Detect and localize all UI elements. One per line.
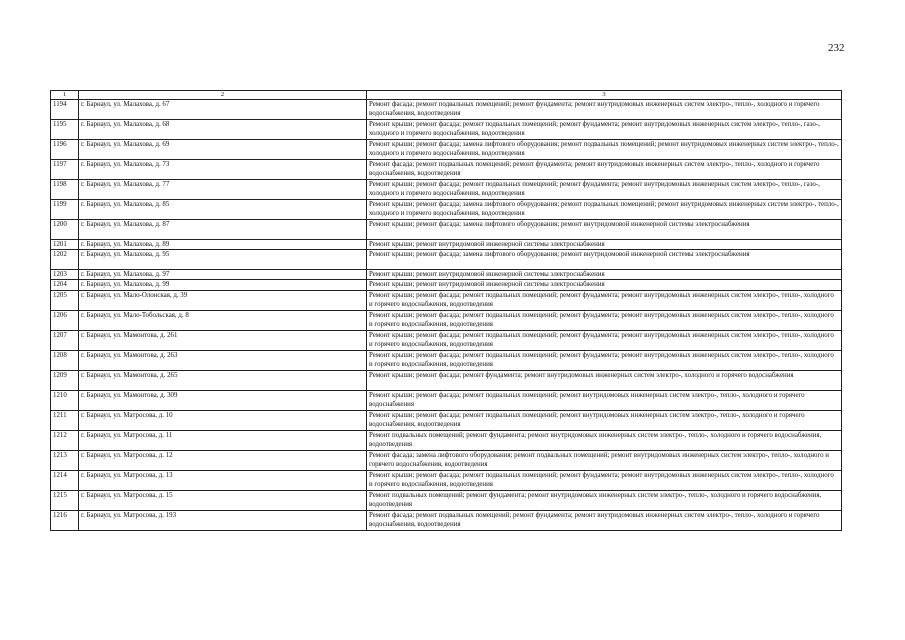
row-works: Ремонт подвальных помещений; ремонт фундамента; ремонт внутридомовых инженерных систем электро-, тепло-, холодного и горячего водоснабжения, водоотведения	[367, 430, 842, 450]
row-number: 1199	[51, 200, 79, 220]
row-works: Ремонт крыши; ремонт фасада; замена лифтового оборудования; ремонт внутридомовой инженерной системы электроснабжения	[367, 220, 842, 240]
row-works: Ремонт крыши; ремонт внутридомовой инженерной системы электроснабжения	[367, 280, 842, 290]
column-header-address: 2	[79, 91, 367, 100]
table-row	[51, 290, 842, 310]
row-address: г. Барнаул, ул. Малахова, д. 99	[79, 280, 367, 290]
row-number: 1208	[51, 350, 79, 370]
row-number: 1198	[51, 180, 79, 200]
table-row	[51, 370, 842, 390]
row-number: 1204	[51, 280, 79, 290]
row-works: Ремонт крыши; ремонт внутридомовой инженерной системы электроснабжения	[367, 270, 842, 280]
row-number: 1201	[51, 240, 79, 250]
row-works: Ремонт крыши; ремонт фасада; ремонт подвальных помещений; ремонт фундамента; ремонт внутридомовых инженерных систем электро-, тепло-, холодного и горячего водоснабжения, водоотведения	[367, 470, 842, 490]
row-address: г. Барнаул, ул. Малахова, д. 68	[79, 120, 367, 140]
row-number: 1197	[51, 160, 79, 180]
table-row	[51, 430, 842, 450]
row-works: Ремонт крыши; ремонт фасада; ремонт подвальных помещений; ремонт внутридомовых инженерных систем электро-, тепло-, холодного и горячего водоснабжения	[367, 390, 842, 410]
row-address: г. Барнаул, ул. Малахова, д. 77	[79, 180, 367, 200]
row-address: г. Барнаул, ул. Малахова, д. 73	[79, 160, 367, 180]
row-works: Ремонт крыши; ремонт фасада; ремонт подвальных помещений; ремонт фундамента; ремонт внутридомовых инженерных систем электро-, тепло-, холодного и горячего водоснабжения, водоотведения	[367, 350, 842, 370]
row-works: Ремонт фасада; ремонт подвальных помещений; ремонт фундамента; ремонт внутридомовых инженерных систем электро-, тепло-, холодного и горячего водоснабжения, водоотведения	[367, 100, 842, 120]
table-row	[51, 330, 842, 350]
row-address: г. Барнаул, ул. Матросова, д. 13	[79, 470, 367, 490]
row-address: г. Барнаул, ул. Малахова, д. 87	[79, 220, 367, 240]
row-address: г. Барнаул, ул. Матросова, д. 12	[79, 450, 367, 470]
row-works: Ремонт фасада; ремонт подвальных помещений; ремонт фундамента; ремонт внутридомовых инженерных систем электро-, тепло-, холодного и горячего водоснабжения, водоотведения	[367, 160, 842, 180]
table-row	[51, 200, 842, 220]
row-works: Ремонт крыши; ремонт фасада; замена лифтового оборудования; ремонт внутридомовой инженерной системы электроснабжения	[367, 250, 842, 270]
row-works: Ремонт фасада; ремонт подвальных помещений; ремонт фундамента; ремонт внутридомовых инженерных систем электро-, тепло-, холодного и горячего водоснабжения, водоотведения	[367, 510, 842, 530]
table-row	[51, 490, 842, 510]
table-row	[51, 220, 842, 240]
row-works: Ремонт фасада; замена лифтового оборудования; ремонт подвальных помещений; ремонт внутридомовых инженерных систем электро-, тепло-, холодного и горячего водоснабжения, водоотведения	[367, 450, 842, 470]
row-address: г. Барнаул, ул. Матросова, д. 10	[79, 410, 367, 430]
row-number: 1216	[51, 510, 79, 530]
table-row	[51, 470, 842, 490]
table-row	[51, 410, 842, 430]
table-row	[51, 450, 842, 470]
row-number: 1203	[51, 270, 79, 280]
table-row	[51, 510, 842, 530]
column-header-works: 3	[367, 91, 842, 100]
row-address: г. Барнаул, ул. Малахова, д. 89	[79, 240, 367, 250]
row-works: Ремонт крыши; ремонт фасада; ремонт подвальных помещений; ремонт фундамента; ремонт внутридомовых инженерных систем электро-, тепло-, холодного и горячего водоснабжения, водоотведения	[367, 290, 842, 310]
row-number: 1214	[51, 470, 79, 490]
row-works: Ремонт крыши; ремонт фасада; ремонт подвальных помещений; ремонт фундамента; ремонт внутридомовых инженерных систем электро-, тепло-, газо-, холодного и горячего водоснабжения, водоотведения	[367, 180, 842, 200]
table-header-row	[51, 91, 842, 100]
table-row	[51, 350, 842, 370]
row-number: 1210	[51, 390, 79, 410]
table-row	[51, 180, 842, 200]
table-row	[51, 100, 842, 120]
row-address: г. Барнаул, ул. Малахова, д. 67	[79, 100, 367, 120]
table-row	[51, 240, 842, 250]
row-works: Ремонт крыши; ремонт фасада; ремонт подвальных помещений; ремонт фундамента; ремонт внутридомовых инженерных систем электро-, тепло-, газо-, холодного и горячего водоснабжения, водоотведения	[367, 120, 842, 140]
row-works: Ремонт крыши; ремонт фасада; замена лифтового оборудования; ремонт подвальных помещений; ремонт внутридомовых инженерных систем электро-, тепло-, холодного и горячего водоснабжения, водоотведения	[367, 200, 842, 220]
row-number: 1206	[51, 310, 79, 330]
row-number: 1213	[51, 450, 79, 470]
table-row	[51, 120, 842, 140]
row-number: 1207	[51, 330, 79, 350]
row-address: г. Барнаул, ул. Мало-Олонская, д. 39	[79, 290, 367, 310]
table-row	[51, 250, 842, 270]
row-number: 1202	[51, 250, 79, 270]
table-row	[51, 310, 842, 330]
row-number: 1212	[51, 430, 79, 450]
row-address: г. Барнаул, ул. Мамонтова, д. 263	[79, 350, 367, 370]
row-works: Ремонт крыши; ремонт фасада; ремонт подвальных помещений; ремонт внутридомовых инженерных систем электро-, тепло-, холодного и горячего водоснабжения, водоотведения	[367, 410, 842, 430]
row-number: 1211	[51, 410, 79, 430]
row-address: г. Барнаул, ул. Мамонтова, д. 309	[79, 390, 367, 410]
table-row	[51, 280, 842, 290]
row-address: г. Барнаул, ул. Матросова, д. 193	[79, 510, 367, 530]
table-row	[51, 390, 842, 410]
row-number: 1205	[51, 290, 79, 310]
row-works: Ремонт подвальных помещений; ремонт фундамента; ремонт внутридомовых инженерных систем электро-, тепло-, холодного и горячего водоснабжения, водоотведения	[367, 490, 842, 510]
row-address: г. Барнаул, ул. Малахова, д. 97	[79, 270, 367, 280]
row-address: г. Барнаул, ул. Малахова, д. 95	[79, 250, 367, 270]
row-address: г. Барнаул, ул. Мало-Тобольская, д. 8	[79, 310, 367, 330]
row-number: 1195	[51, 120, 79, 140]
row-works: Ремонт крыши; ремонт фасада; ремонт фундамента; ремонт внутридомовых инженерных систем электро-, холодного и горячего водоснабжения	[367, 370, 842, 390]
row-address: г. Барнаул, ул. Матросова, д. 11	[79, 430, 367, 450]
row-works: Ремонт крыши; ремонт фасада; ремонт подвальных помещений; ремонт фундамента; ремонт внутридомовых инженерных систем электро-, тепло-, холодного и горячего водоснабжения, водоотведения	[367, 310, 842, 330]
row-number: 1194	[51, 100, 79, 120]
row-address: г. Барнаул, ул. Мамонтова, д. 261	[79, 330, 367, 350]
row-address: г. Барнаул, ул. Мамонтова, д. 265	[79, 370, 367, 390]
row-number: 1209	[51, 370, 79, 390]
row-address: г. Барнаул, ул. Малахова, д. 69	[79, 140, 367, 160]
row-works: Ремонт крыши; ремонт фасада; замена лифтового оборудования; ремонт подвальных помещений; ремонт внутридомовых инженерных систем электро-, тепло-, холодного и горячего водоснабжения, водоотведения	[367, 140, 842, 160]
table-row	[51, 270, 842, 280]
page-number: 232	[828, 42, 845, 54]
housing-repair-table	[50, 90, 842, 531]
row-address: г. Барнаул, ул. Матросова, д. 15	[79, 490, 367, 510]
column-header-number: 1	[51, 91, 79, 100]
row-address: г. Барнаул, ул. Малахова, д. 85	[79, 200, 367, 220]
row-number: 1196	[51, 140, 79, 160]
row-number: 1215	[51, 490, 79, 510]
row-works: Ремонт крыши; ремонт внутридомовой инженерной системы электроснабжения	[367, 240, 842, 250]
table-row	[51, 160, 842, 180]
row-number: 1200	[51, 220, 79, 240]
row-works: Ремонт крыши; ремонт фасада; ремонт подвальных помещений; ремонт фундамента; ремонт внутридомовых инженерных систем электро-, тепло-, холодного и горячего водоснабжения, водоотведения	[367, 330, 842, 350]
table-row	[51, 140, 842, 160]
